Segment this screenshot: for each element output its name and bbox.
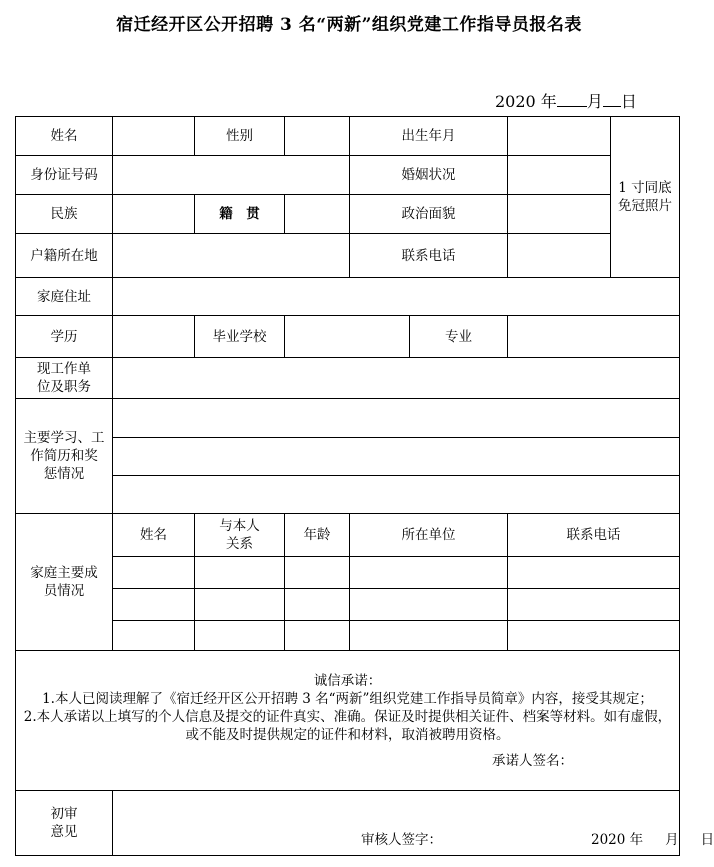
native-place-field[interactable]	[285, 195, 350, 234]
date-month: 月	[586, 92, 603, 111]
family-label	[16, 514, 113, 651]
phone-field[interactable]	[508, 234, 611, 278]
family-relation-cell[interactable]	[195, 557, 285, 589]
family-age-cell[interactable]	[285, 557, 350, 589]
resume-field-3[interactable]	[113, 476, 680, 514]
photo-box[interactable]	[611, 117, 680, 278]
family-header-phone: 联系电话	[508, 514, 680, 557]
row-address	[16, 278, 680, 316]
family-row-3	[16, 621, 680, 651]
family-header-name: 姓名	[113, 514, 195, 557]
ethnicity-field[interactable]	[113, 195, 195, 234]
family-phone-cell[interactable]	[508, 621, 680, 651]
resume-label-line1: 主要学习、工	[23, 430, 105, 446]
row-basic-2	[16, 156, 680, 195]
family-unit-cell[interactable]	[350, 557, 508, 589]
political-field[interactable]	[508, 195, 611, 234]
family-label-line2: 员情况	[43, 583, 85, 599]
resume-label-line3: 惩情况	[43, 466, 85, 482]
resume-label	[16, 399, 113, 514]
native-place-label: 籍 贯	[195, 195, 285, 234]
family-unit-cell[interactable]	[350, 589, 508, 621]
household-label: 户籍所在地	[16, 234, 113, 278]
major-label: 专业	[410, 316, 508, 358]
family-age-cell[interactable]	[285, 621, 350, 651]
family-name-cell[interactable]	[113, 589, 195, 621]
family-phone-cell[interactable]	[508, 557, 680, 589]
day-blank[interactable]	[603, 92, 621, 107]
form-date	[495, 89, 637, 112]
school-label: 毕业学校	[195, 316, 285, 358]
family-row-1	[16, 557, 680, 589]
review-signature-label: 审核人签字：	[361, 832, 442, 848]
review-date	[591, 831, 714, 849]
name-label: 姓名	[16, 117, 113, 156]
resume-field-1[interactable]	[113, 399, 680, 438]
gender-field[interactable]	[285, 117, 350, 156]
work-label-line2: 位及职务	[37, 379, 91, 395]
row-review	[16, 791, 680, 856]
review-label	[16, 791, 113, 856]
review-date-month: 月	[665, 832, 679, 848]
row-family-header	[16, 514, 680, 557]
pledge-signature-label: 承诺人签名：	[492, 752, 573, 769]
month-blank[interactable]	[557, 92, 587, 107]
work-label	[16, 358, 113, 399]
review-field[interactable]	[113, 791, 714, 856]
name-field[interactable]	[113, 117, 195, 156]
row-basic-3	[16, 195, 680, 234]
family-label-line1: 家庭主要成	[30, 565, 98, 581]
birth-label: 出生年月	[350, 117, 508, 156]
form-title: 宿迁经开区公开招聘 3 名“两新”组织党建工作指导员报名表	[116, 15, 582, 35]
household-field[interactable]	[113, 234, 350, 278]
family-unit-cell[interactable]	[350, 621, 508, 651]
school-field[interactable]	[285, 316, 410, 358]
row-education	[16, 316, 680, 358]
marital-label: 婚姻状况	[350, 156, 508, 195]
review-label-line1: 初审	[50, 806, 78, 822]
resume-label-line2: 作简历和奖	[30, 448, 98, 464]
pledge-item-1: 1.本人已阅读理解了《宿迁经开区公开招聘 3 名“两新”组织党建工作指导员简章》内容，接受其规定；	[42, 690, 653, 707]
photo-label-line2: 免冠照片	[618, 198, 672, 214]
family-header-relation	[195, 514, 285, 557]
marital-field[interactable]	[508, 156, 611, 195]
family-name-cell[interactable]	[113, 557, 195, 589]
address-label: 家庭住址	[16, 278, 113, 316]
major-field[interactable]	[508, 316, 680, 358]
family-header-unit: 所在单位	[350, 514, 508, 557]
family-header-relation-line1: 与本人	[219, 518, 260, 534]
registration-table	[15, 116, 714, 856]
pledge-box	[16, 651, 680, 791]
pledge-item-2: 2.本人承诺以上填写的个人信息及提交的证件真实、准确。保证及时提供相关证件、档案等材料。如有虚假，或不能及时提供规定的证件和材料，取消被聘用资格。	[23, 708, 672, 743]
photo-label-line1: 1 寸同底	[618, 180, 672, 196]
family-header-age: 年龄	[285, 514, 350, 557]
id-number-label: 身份证号码	[16, 156, 113, 195]
row-basic-4	[16, 234, 680, 278]
birth-field[interactable]	[508, 117, 611, 156]
education-field[interactable]	[113, 316, 195, 358]
gender-label: 性别	[195, 117, 285, 156]
political-label: 政治面貌	[350, 195, 508, 234]
family-age-cell[interactable]	[285, 589, 350, 621]
education-label: 学历	[16, 316, 113, 358]
row-resume-2	[16, 438, 680, 476]
row-basic-1	[16, 117, 680, 156]
row-pledge	[16, 651, 680, 791]
review-label-line2: 意见	[50, 824, 78, 840]
review-content	[113, 791, 714, 855]
work-label-line1: 现工作单	[37, 361, 91, 377]
pledge-heading: 诚信承诺：	[313, 672, 382, 689]
row-resume-1	[16, 399, 680, 438]
family-header-relation-line2: 关系	[226, 536, 253, 552]
family-row-2	[16, 589, 680, 621]
id-number-field[interactable]	[113, 156, 350, 195]
date-day: 日	[620, 92, 637, 111]
ethnicity-label: 民族	[16, 195, 113, 234]
row-work	[16, 358, 680, 399]
address-field[interactable]	[113, 278, 680, 316]
resume-field-2[interactable]	[113, 438, 680, 476]
pledge-signature-line	[18, 752, 677, 770]
work-field[interactable]	[113, 358, 680, 399]
review-date-day: 日	[700, 832, 714, 848]
date-year: 2020 年	[495, 92, 557, 111]
family-relation-cell[interactable]	[195, 621, 285, 651]
family-phone-cell[interactable]	[508, 589, 680, 621]
family-relation-cell[interactable]	[195, 589, 285, 621]
family-name-cell[interactable]	[113, 621, 195, 651]
row-resume-3	[16, 476, 680, 514]
phone-label: 联系电话	[350, 234, 508, 278]
review-date-year: 2020 年	[591, 832, 644, 848]
